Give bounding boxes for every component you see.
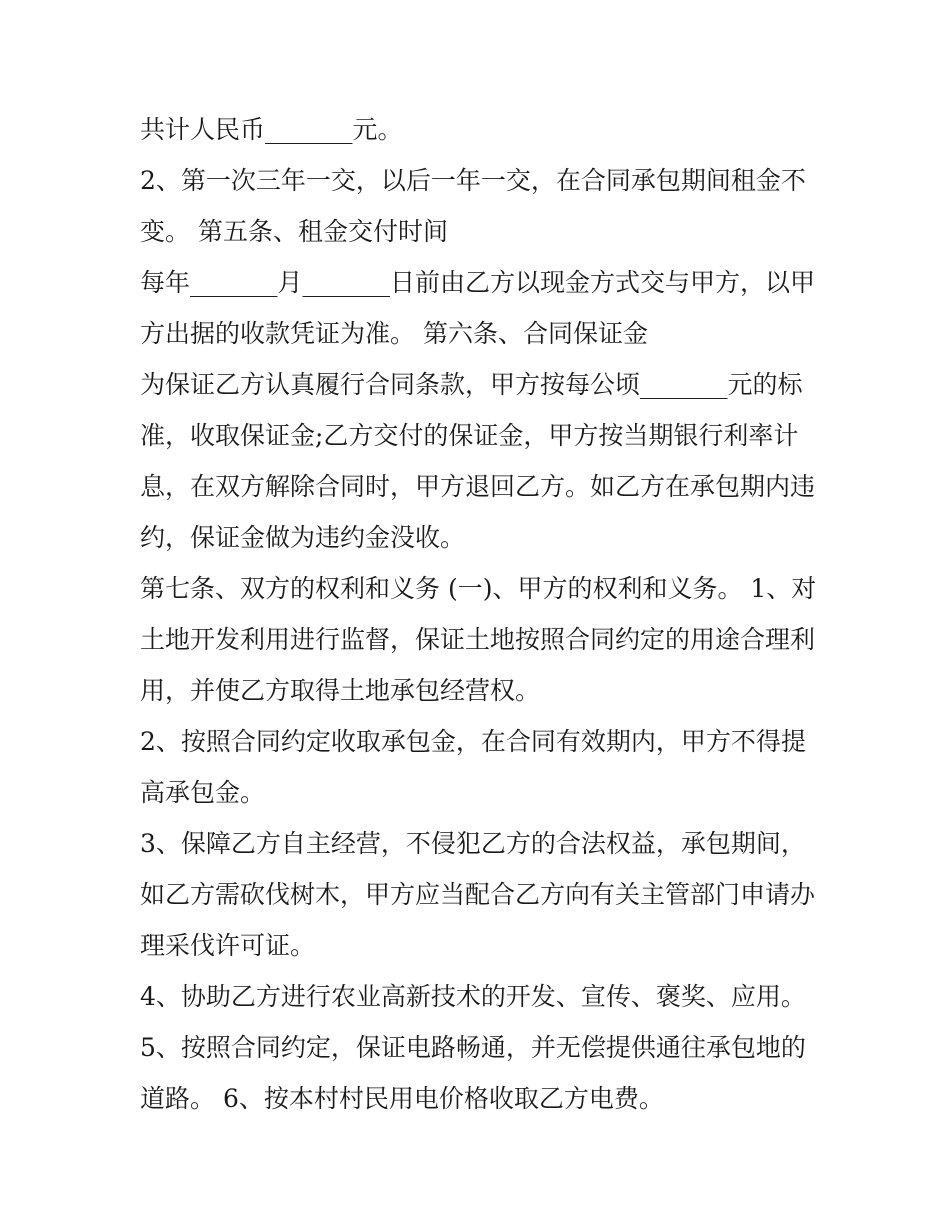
text-line: 用，并使乙方取得土地承包经营权。 [140, 676, 541, 705]
text-line: 3、保障乙方自主经营，不侵犯乙方的合法权益，承包期间， [140, 829, 806, 858]
text-line: 5、按照合同约定，保证电路畅通，并无偿提供通往承包地的 [140, 1033, 806, 1062]
text-line: 变。 第五条、租金交付时间 [140, 217, 448, 246]
text-line: 2、第一次三年一交，以后一年一交，在合同承包期间租金不 [140, 166, 806, 195]
text-line: 4、协助乙方进行农业高新技术的开发、宣传、褒奖、应用。 [140, 982, 806, 1011]
text-line: 每年_______月_______日前由乙方以现金方式交与甲方，以甲 [140, 268, 816, 297]
text-line: 高承包金。 [140, 778, 266, 807]
text-line: 第七条、双方的权利和义务 (一)、甲方的权利和义务。 1、对 [140, 574, 817, 603]
text-line: 如乙方需砍伐树木，甲方应当配合乙方向有关主管部门申请办 [140, 880, 816, 909]
text-line: 为保证乙方认真履行合同条款，甲方按每公顷_______元的标 [140, 370, 803, 399]
text-line: 约，保证金做为违约金没收。 [140, 523, 466, 552]
document-body [140, 104, 820, 1124]
text-line: 理采伐许可证。 [140, 931, 316, 960]
text-line: 方出据的收款凭证为准。 第六条、合同保证金 [140, 319, 648, 348]
text-line: 准，收取保证金;乙方交付的保证金，甲方按当期银行利率计 [140, 421, 799, 450]
text-line: 息，在双方解除合同时，甲方退回乙方。如乙方在承包期内违 [140, 472, 816, 501]
text-line: 土地开发利用进行监督，保证土地按照合同约定的用途合理利 [140, 625, 816, 654]
text-line: 道路。 6、按本村村民用电价格收取乙方电费。 [140, 1084, 664, 1113]
text-line: 2、按照合同约定收取承包金，在合同有效期内，甲方不得提 [140, 727, 806, 756]
text-line: 共计人民币_______元。 [140, 115, 403, 144]
